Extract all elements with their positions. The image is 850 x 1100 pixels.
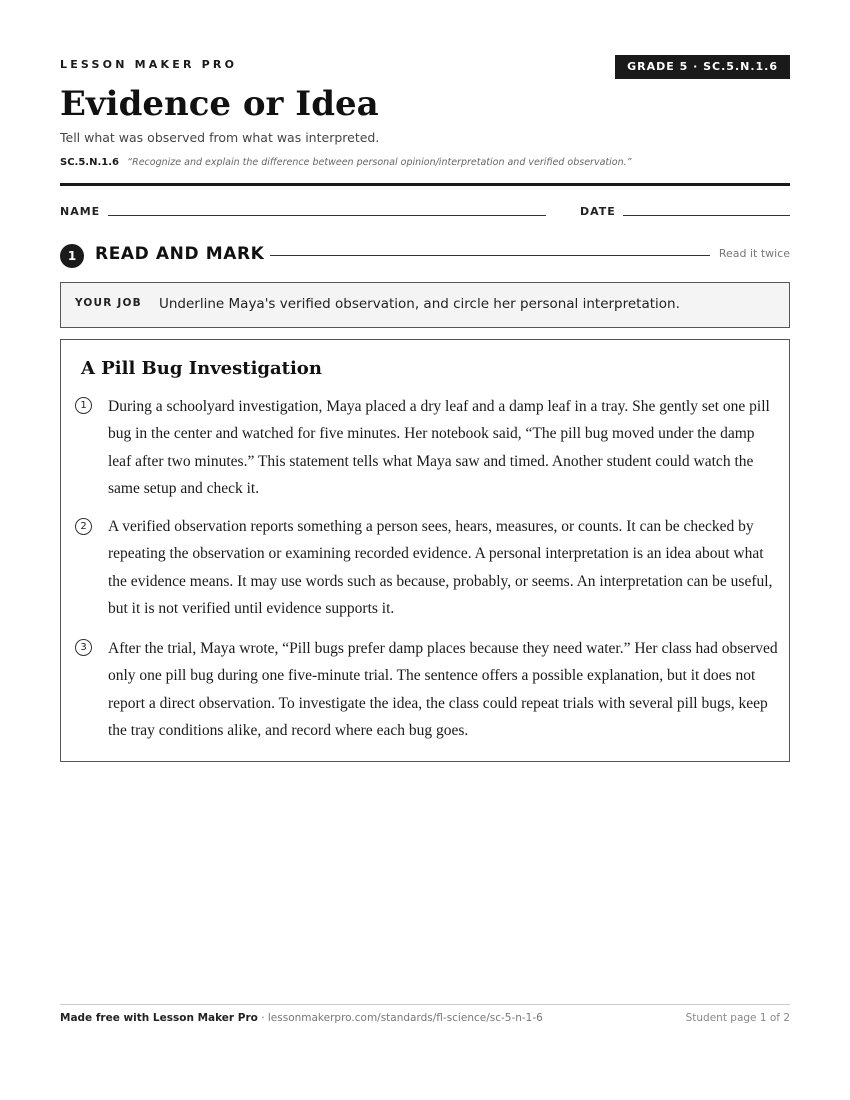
passage-box bbox=[60, 339, 790, 762]
paragraph-number-1: 1 bbox=[75, 397, 92, 414]
section-number-badge: 1 bbox=[60, 244, 84, 268]
standard-text: “Recognize and explain the difference between personal opinion/interpretation and verified observation.” bbox=[127, 157, 632, 168]
footer-brand: Made free with Lesson Maker Pro bbox=[60, 1012, 258, 1024]
footer-page-number: Student page 1 of 2 bbox=[685, 1012, 790, 1024]
section-title: READ AND MARK bbox=[95, 244, 265, 264]
header-divider bbox=[60, 183, 790, 186]
name-field[interactable] bbox=[108, 215, 546, 216]
brand-name: LESSON MAKER PRO bbox=[60, 58, 238, 71]
paragraph-number-2: 2 bbox=[75, 518, 92, 535]
section-header bbox=[60, 243, 790, 269]
task-text: Underline Maya's verified observation, and circle her personal interpretation. bbox=[159, 296, 680, 312]
task-box bbox=[60, 282, 790, 328]
standard-line bbox=[60, 157, 810, 168]
paragraph-3: After the trial, Maya wrote, “Pill bugs prefer damp places because they need water.” Her class had observed only one pill bug during one five-minute trial. The sentence offers a possible explanation, but it does not report a direct observation. To investigate the idea, the class could repeat trials with several pill bugs, keep the tray conditions alike, and record where each bug goes. bbox=[108, 640, 778, 740]
page-title: Evidence or Idea bbox=[60, 84, 379, 124]
section-note: Read it twice bbox=[718, 247, 790, 260]
paragraph-number-3: 3 bbox=[75, 639, 92, 656]
standard-code: SC.5.N.1.6 bbox=[60, 157, 119, 168]
task-label: YOUR JOB bbox=[75, 297, 142, 309]
footer-credit bbox=[60, 1012, 543, 1024]
passage-title: A Pill Bug Investigation bbox=[81, 358, 322, 379]
name-label: NAME bbox=[60, 205, 101, 218]
footer-separator: · bbox=[257, 1012, 268, 1024]
date-field[interactable] bbox=[623, 215, 790, 216]
date-label: DATE bbox=[580, 205, 616, 218]
page-subtitle: Tell what was observed from what was interpreted. bbox=[60, 130, 380, 145]
footer-url[interactable]: lessonmakerpro.com/standards/fl-science/sc-5-n-1-6 bbox=[267, 1012, 543, 1024]
footer-divider bbox=[60, 1004, 790, 1005]
section-divider bbox=[270, 255, 710, 256]
paragraph-2: A verified observation reports something a person sees, hears, measures, or counts. It can be checked by repeating the observation or examining recorded evidence. A personal interpretation is an idea about what the evidence means. It may use words such as because, probably, or seems. An interpretation can be useful, but it is not verified until evidence supports it. bbox=[108, 518, 773, 618]
grade-badge: GRADE 5 · SC.5.N.1.6 bbox=[615, 55, 790, 79]
paragraph-1: During a schoolyard investigation, Maya placed a dry leaf and a damp leaf in a tray. She gently set one pill bug in the center and watched for five minutes. Her notebook said, “The pill bug moved under the damp leaf after two minutes.” This statement tells what Maya saw and timed. Another student could watch the same setup and check it. bbox=[108, 398, 770, 498]
